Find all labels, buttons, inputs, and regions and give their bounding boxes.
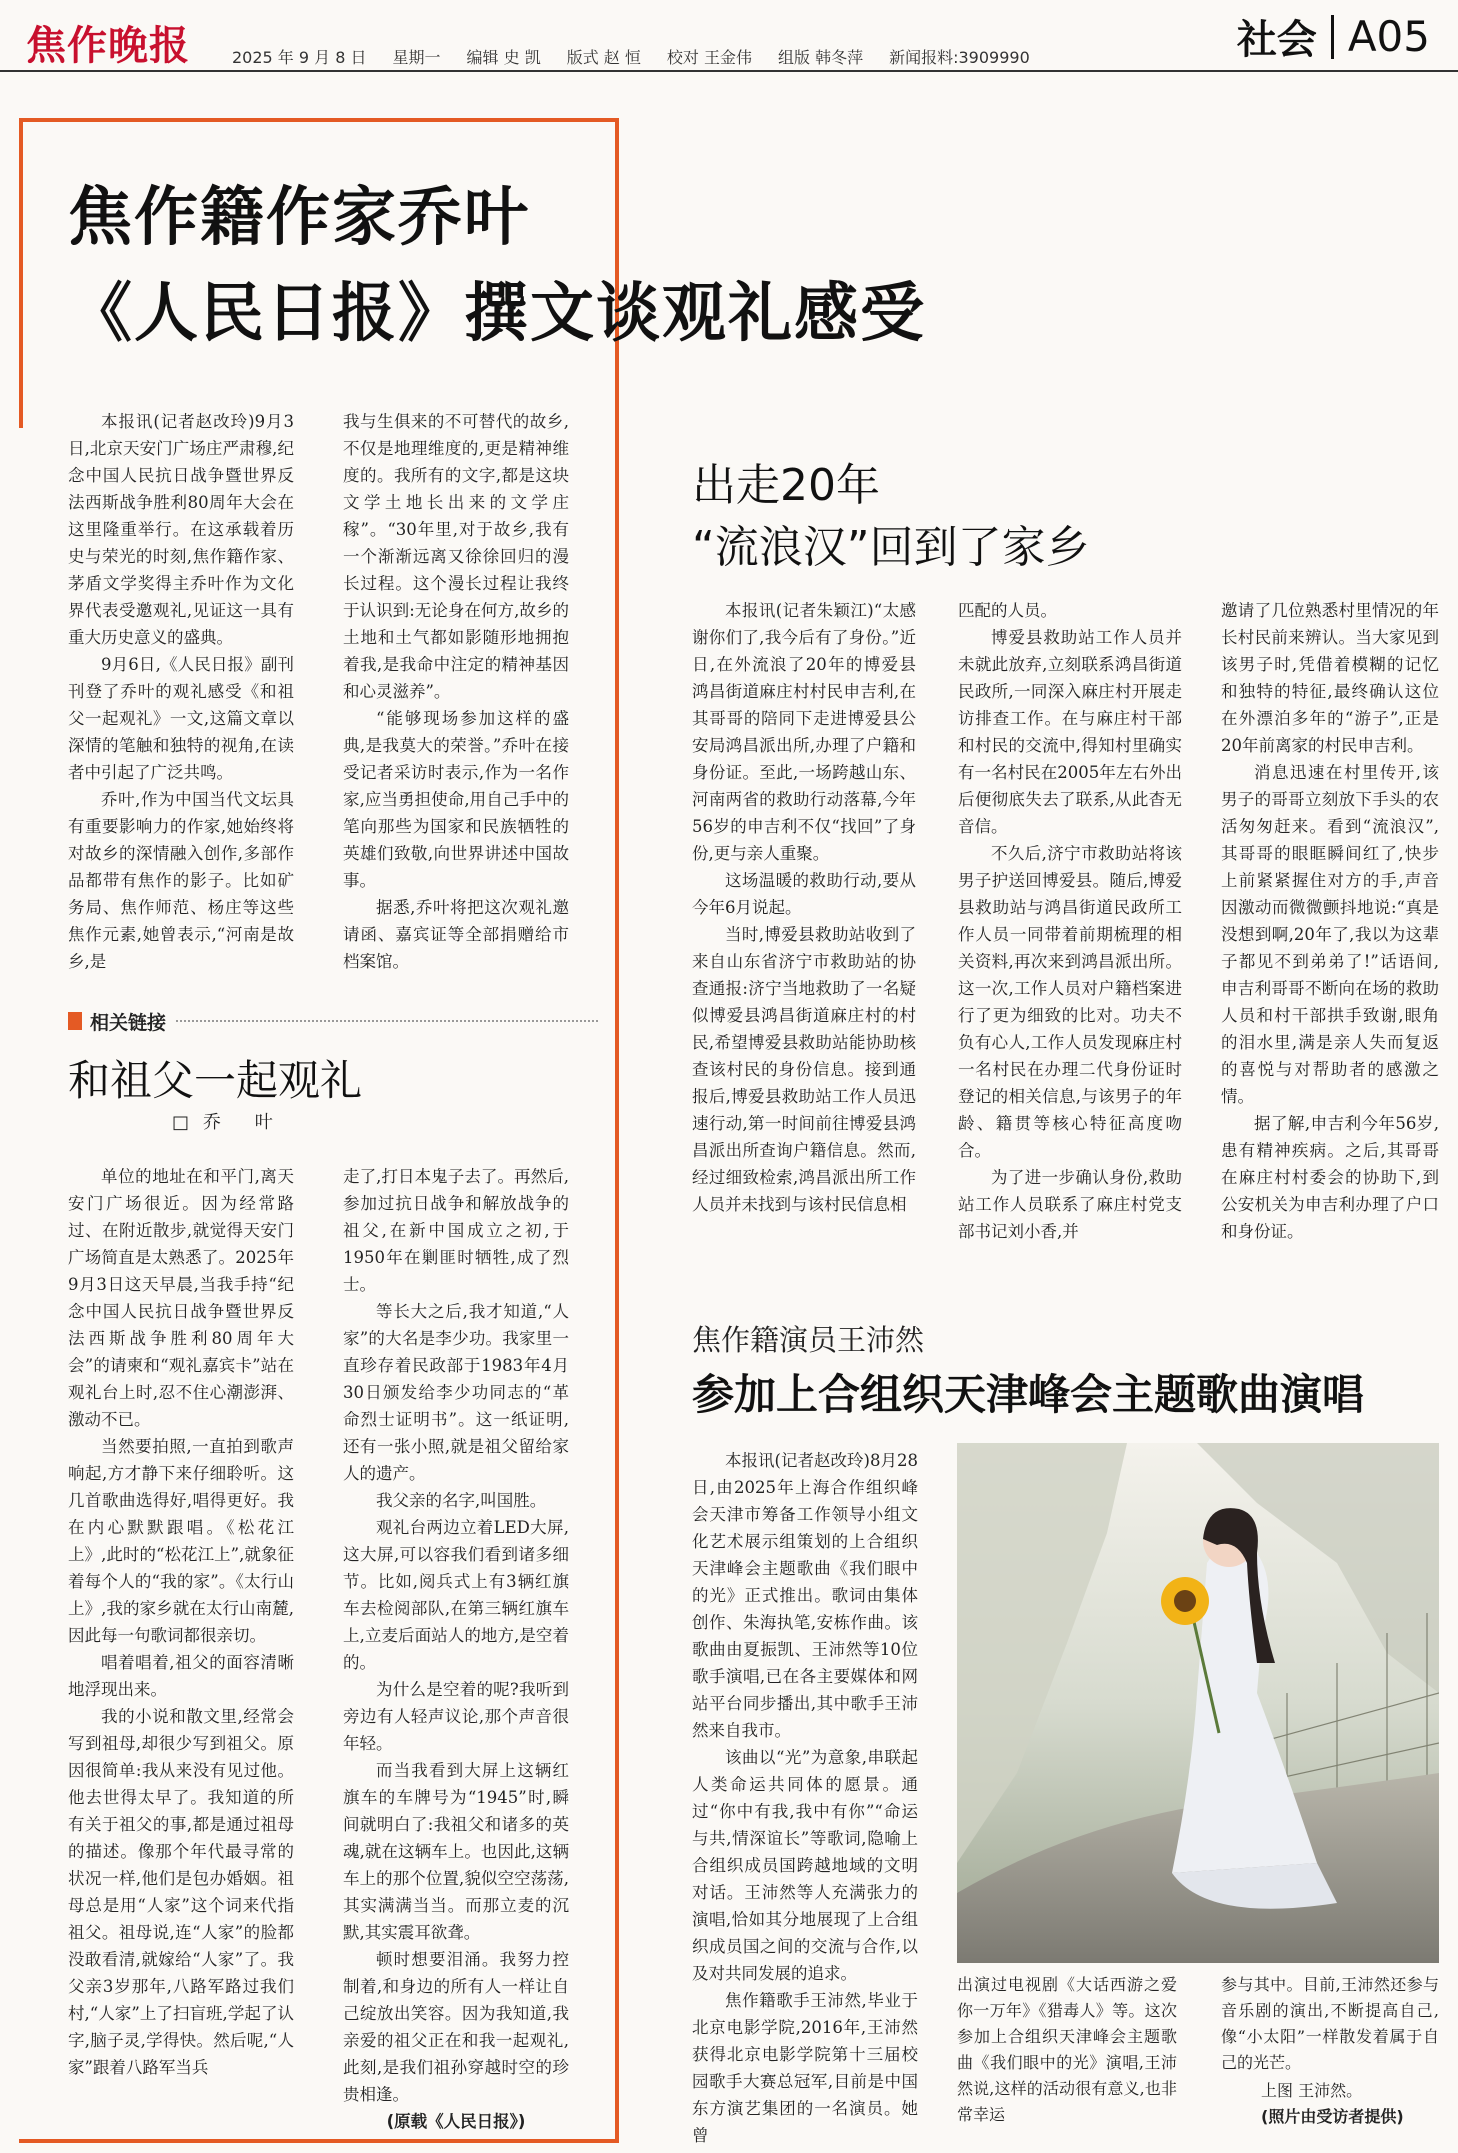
- lead-column-1: [68, 408, 294, 975]
- source-note: (原载《人民日报》): [386, 2112, 526, 2131]
- related-title: 和祖父一起观礼: [68, 1056, 363, 1105]
- story2-column-1: [692, 597, 916, 1218]
- story2-column-3: [1221, 597, 1439, 1245]
- paragraph: 不久后,济宁市救助站将该男子护送回博爱县。随后,博爱县救助站与鸿昌街道民政所工作人员一同带着前期梳理的相关资料,再次来到鸿昌派出所。这一次,工作人员对户籍档案进行了更为细致的比对。功夫不负有心人,工作人员发现麻庄村一名村民在办理二代身份证时登记的相关信息,与该男子的年龄、籍贯等核心特征高度吻合。: [958, 844, 1182, 1160]
- paragraph: 本报讯(记者朱颖江)“太感谢你们了,我今后有了身份。”近日,在外流浪了20年的博爱县鸿昌街道麻庄村村民申吉利,在其哥哥的陪同下走进博爱县公安局鸿昌派出所,办理了户籍和身份证。至此,一场跨越山东、河南两省的救助行动落幕,今年56岁的申吉利不仅“找回”了身份,更与亲人重聚。: [692, 601, 916, 863]
- issue-weekday: 星期一: [392, 48, 441, 67]
- section-label: [1237, 8, 1430, 65]
- news-hotline: 新闻报料:3909990: [889, 48, 1030, 67]
- paragraph: 观礼台两边立着LED大屏,这大屏,可以容我们看到诸多细节。比如,阅兵式上有3辆红旗车去检阅部队,在第三辆红旗车上,立麦后面站人的地方,是空着的。: [343, 1518, 569, 1672]
- story3-headline: 参加上合组织天津峰会主题歌曲演唱: [692, 1370, 1365, 1419]
- page-number: A05: [1347, 12, 1430, 61]
- paragraph: 等长大之后,我才知道,“人家”的大名是李少功。我家里一直珍存着民政部于1983年4月30日颁发给李少功同志的“革命烈士证明书”。这一纸证明,还有一张小照,就是祖父留给家人的遗产。: [343, 1302, 569, 1483]
- layout-credit: 版式 赵 恒: [566, 48, 641, 67]
- story2-headline-line2: “流浪汉”回到了家乡: [692, 522, 1090, 573]
- story2-headline-line1: 出走20年: [692, 460, 880, 511]
- paragraph: 我的小说和散文里,经常会写到祖母,却很少写到祖父。原因很简单:我从来没有见过他。他去世得太早了。我知道的所有关于祖父的事,都是通过祖母的描述。像那个年代最寻常的状况一样,他们是包办婚姻。祖母总是用“人家”这个词来代指祖父。祖母说,连“人家”的脸都没敢看清,就嫁给“人家”了。我父亲3岁那年,八路军路过我们村,“人家”上了扫盲班,学起了认字,脑子灵,学得快。然后呢,“人家”跟着八路军当兵: [68, 1707, 294, 2077]
- section-divider: [1331, 15, 1334, 59]
- paragraph: 当然要拍照,一直拍到歌声响起,方才静下来仔细聆听。这几首歌曲选得好,唱得更好。我在内心默默跟唱。《松花江上》,此时的“松花江上”,就象征着每个人的“我的家”。《太行山上》,我的家乡就在太行山南麓,因此每一句歌词都很亲切。: [68, 1437, 294, 1645]
- lead-headline-line1: 焦作籍作家乔叶: [68, 181, 530, 255]
- newspaper-logo: 焦作晚报: [26, 23, 190, 69]
- story3-column-3: [1221, 1972, 1439, 2130]
- editor-credit: 编辑 史 凯: [466, 48, 541, 67]
- photo-illustration: [957, 1443, 1439, 1963]
- paragraph: 而当我看到大屏上这辆红旗车的车牌号为“1945”时,瞬间就明白了:我祖父和诸多的英魂,就在这辆车上。也因此,这辆车上的那个位置,貌似空空荡荡,其实满满当当。而那立麦的沉默,其实震耳欲聋。: [343, 1761, 569, 1942]
- paragraph: 出演过电视剧《大话西游之爱你一万年》《猎毒人》等。这次参加上合组织天津峰会主题歌曲《我们眼中的光》演唱,王沛然说,这样的活动很有意义,也非常幸运: [957, 1975, 1177, 2124]
- paragraph: 唱着唱着,祖父的面容清晰地浮现出来。: [68, 1653, 294, 1699]
- related-label-text: 相关链接: [90, 1011, 167, 1034]
- paragraph: 为了进一步确认身份,救助站工作人员联系了麻庄村党支部书记刘小香,并: [958, 1168, 1182, 1241]
- paragraph: 为什么是空着的呢?我听到旁边有人轻声议论,那个声音很年轻。: [343, 1680, 569, 1753]
- paragraph: 我与生俱来的不可替代的故乡,不仅是地理维度的,更是精神维度的。我所有的文字,都是这块文学土地长出来的文学庄稼”。“30年里,对于故乡,我有一个渐渐远离又徐徐回归的漫长过程。这个漫长过程让我终于认识到:无论身在何方,故乡的土地和土气都如影随形地拥抱着我,是我命中注定的精神基因和心灵滋养”。: [343, 412, 569, 701]
- paragraph: 这场温暖的救助行动,要从今年6月说起。: [692, 871, 916, 917]
- paragraph: 顿时想要泪涌。我努力控制着,和身边的所有人一样让自己绽放出笑容。因为我知道,我亲爱的祖父正在和我一起观礼,此刻,是我们祖孙穿越时空的珍贵相逢。: [343, 1950, 569, 2104]
- photo-caption: 上图 王沛然。: [1261, 2081, 1363, 2100]
- paragraph: “能够现场参加这样的盛典,是我莫大的荣誉。”乔叶在接受记者采访时表示,作为一名作家,应当勇担使命,用自己手中的笔向那些为国家和民族牺牲的英雄们致敬,向世界讲述中国故事。: [343, 709, 569, 890]
- paragraph: 本报讯(记者赵改玲)8月28日,由2025年上海合作组织峰会天津市筹备工作领导小组文化艺术展示组策划的上合组织天津峰会主题歌曲《我们眼中的光》正式推出。歌词由集体创作、朱海执笔,安栋作曲。该歌曲由夏振凯、王沛然等10位歌手演唱,已在各主要媒体和网站平台同步播出,其中歌手王沛然来自我市。: [692, 1451, 918, 1740]
- related-column-2: [343, 1163, 569, 2135]
- paragraph: 匹配的人员。: [958, 601, 1057, 620]
- lead-headline-line2: 《人民日报》撰文谈观礼感受: [68, 277, 926, 351]
- related-link-label: [68, 1010, 598, 1032]
- paragraph: 据悉,乔叶将把这次观礼邀请函、嘉宾证等全部捐赠给市档案馆。: [343, 898, 569, 971]
- issue-meta: [232, 45, 1030, 68]
- photo-credit: (照片由受访者提供): [1261, 2107, 1404, 2126]
- paragraph: 邀请了几位熟悉村里情况的年长村民前来辨认。当大家见到该男子时,凭借着模糊的记忆和独特的特征,最终确认这位在外漂泊多年的“游子”,正是20年前离家的村民申吉利。: [1221, 601, 1439, 755]
- paragraph: 乔叶,作为中国当代文坛具有重要影响力的作家,她始终将对故乡的深情融入创作,多部作品都带有焦作的影子。比如矿务局、焦作师范、杨庄等这些焦作元素,她曾表示,“河南是故乡,是: [68, 790, 294, 971]
- section-name: 社会: [1236, 17, 1317, 63]
- paragraph: 我父亲的名字,叫国胜。: [376, 1491, 547, 1510]
- related-column-1: [68, 1163, 294, 2081]
- lead-column-2: [343, 408, 569, 975]
- paragraph: 消息迅速在村里传开,该男子的哥哥立刻放下手头的农活匆匆赶来。看到“流浪汉”,其哥哥的眼眶瞬间红了,快步上前紧紧握住对方的手,声音因激动而微微颤抖地说:“真是没想到啊,20年了,我以为这辈子都见不到弟弟了!”话语间,申吉利哥哥不断向在场的救助人员和村干部拱手致谢,眼角的泪水里,满是亲人失而复返的喜悦与对帮助者的感激之情。: [1221, 763, 1439, 1106]
- paragraph: 参与其中。目前,王沛然还参与音乐剧的演出,不断提高自己,像“小太阳”一样散发着属于自己的光芒。: [1221, 1975, 1439, 2072]
- paragraph: 博爱县救助站工作人员并未就此放弃,立刻联系鸿昌街道民政所,一同深入麻庄村开展走访排查工作。在与麻庄村干部和村民的交流中,得知村里确实有一名村民在2005年左右外出后便彻底失去了联系,从此杳无音信。: [958, 628, 1182, 836]
- issue-date: 2025 年 9 月 8 日: [232, 48, 367, 67]
- story2-headline: [692, 455, 1090, 579]
- paragraph: 走了,打日本鬼子去了。再然后,参加过抗日战争和解放战争的祖父,在新中国成立之初,于1950年在剿匪时牺牲,成了烈士。: [343, 1167, 569, 1294]
- related-byline: □乔 叶: [172, 1112, 287, 1133]
- proof-credit: 校对 王金伟: [666, 48, 752, 67]
- paragraph: 9月6日,《人民日报》副刊刊登了乔叶的观礼感受《和祖父一起观礼》一文,这篇文章以深情的笔触和独特的视角,在读者中引起了广泛共鸣。: [68, 655, 294, 782]
- story3-column-1: [692, 1447, 918, 2149]
- chief-credit: 组版 韩冬萍: [778, 48, 864, 67]
- paragraph: 焦作籍歌手王沛然,毕业于北京电影学院,2016年,王沛然获得北京电影学院第十三届校园歌手大赛总冠军,目前是中国东方演艺集团的一名演员。她曾: [692, 1991, 918, 2145]
- paragraph: 本报讯(记者赵改玲)9月3日,北京天安门广场庄严肃穆,纪念中国人民抗日战争暨世界反法西斯战争胜利80周年大会在这里隆重举行。在这承载着历史与荣光的时刻,焦作籍作家、茅盾文学奖得主乔叶作为文化界代表受邀观礼,见证这一具有重大历史意义的盛典。: [68, 412, 294, 647]
- paragraph: 单位的地址在和平门,离天安门广场很近。因为经常路过、在附近散步,就觉得天安门广场简直是太熟悉了。2025年9月3日这天早晨,当我手持“纪念中国人民抗日战争暨世界反法西斯战争胜利80周年大会”的请柬和“观礼嘉宾卡”站在观礼台上时,忍不住心潮澎湃、激动不已。: [68, 1167, 294, 1429]
- story2-column-2: [958, 597, 1182, 1245]
- lead-headline: [68, 170, 926, 362]
- story3-column-2: [957, 1972, 1177, 2128]
- masthead: [0, 0, 1458, 72]
- paragraph: 当时,博爱县救助站收到了来自山东省济宁市救助站的协查通报:济宁当地救助了一名疑似博爱县鸿昌街道麻庄村的村民,希望博爱县救助站能协助核查该村民的身份信息。接到通报后,博爱县救助站工作人员迅速行动,第一时间前往博爱县鸿昌派出所查询户籍信息。然而,经过细致检索,鸿昌派出所工作人员并未找到与该村民信息相: [692, 925, 916, 1214]
- paragraph: 该曲以“光”为意象,串联起人类命运共同体的愿景。通过“你中有我,我中有你”“命运与共,情深谊长”等歌词,隐喻上合组织成员国跨越地域的文明对话。王沛然等人充满张力的演唱,恰如其分地展现了上合组织成员国之间的交流与合作,以及对共同发展的追求。: [692, 1748, 918, 1983]
- singer-photo: [957, 1443, 1439, 1963]
- paragraph: 据了解,申吉利今年56岁,患有精神疾病。之后,其哥哥在麻庄村村委会的协助下,到公安机关为申吉利办理了户口和身份证。: [1221, 1114, 1439, 1241]
- dotted-divider: [176, 1020, 598, 1022]
- story3-kicker: 焦作籍演员王沛然: [692, 1323, 925, 1357]
- orange-square-icon: [68, 1012, 82, 1030]
